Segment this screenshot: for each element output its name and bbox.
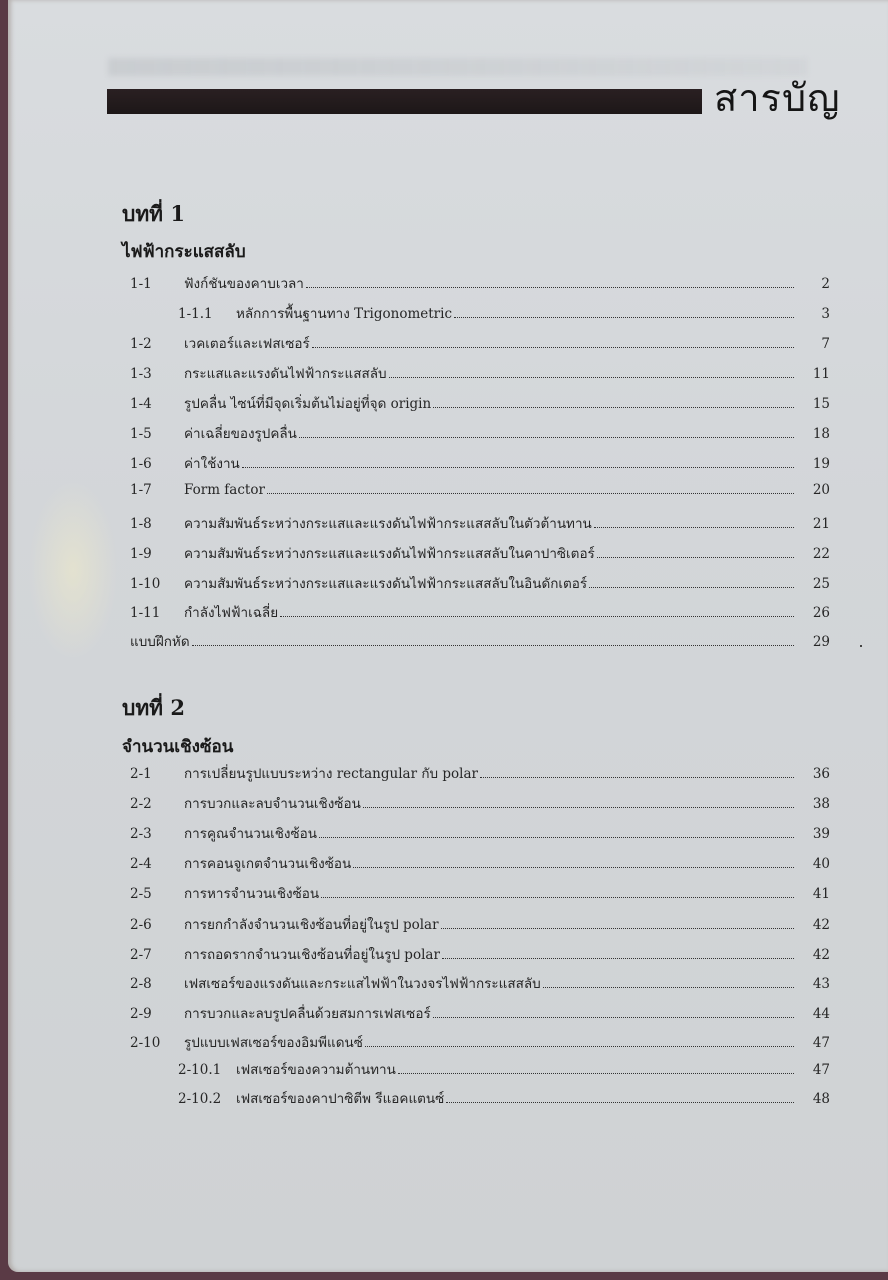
entry-page: 36 — [812, 766, 830, 782]
dot-leader — [597, 547, 794, 558]
entry-title: การถอดรากจำนวนเชิงซ้อนที่อยู่ในรูป polar — [184, 947, 440, 963]
entry-page: 44 — [812, 1006, 830, 1022]
entry-title: ค่าใช้งาน — [184, 456, 240, 472]
entry-page: 15 — [812, 396, 830, 412]
dot-leader — [480, 767, 794, 778]
entry-page: 41 — [812, 886, 830, 902]
dot-leader — [594, 517, 794, 528]
entry-page: 21 — [812, 516, 830, 532]
dot-leader — [589, 577, 794, 588]
entry-number: 2-8 — [130, 976, 152, 992]
entry-page: 47 — [812, 1035, 830, 1051]
dot-leader — [389, 367, 794, 378]
entry-title: ความสัมพันธ์ระหว่างกระแสและแรงดันไฟฟ้ากระแสสลับในตัวต้านทาน — [184, 516, 592, 532]
dot-leader — [319, 827, 794, 838]
entry-title: การคอนจูเกตจำนวนเชิงซ้อน — [184, 856, 352, 872]
chapter-2-label: บทที่ 2 — [122, 695, 185, 720]
dot-leader — [267, 483, 794, 494]
dot-leader — [280, 606, 794, 617]
entry-page: 7 — [821, 336, 830, 352]
toc-entry[interactable] — [130, 913, 830, 935]
entry-title: เวคเตอร์และเฟสเซอร์ — [184, 336, 310, 352]
entry-number: 2-9 — [130, 1006, 152, 1022]
dot-leader — [299, 427, 794, 438]
dot-leader — [433, 1007, 794, 1018]
toc-entry[interactable] — [130, 482, 830, 504]
page-title: สารบัญ — [714, 76, 841, 120]
entry-number: 2-10.2 — [178, 1091, 222, 1107]
entry-page: 18 — [812, 426, 830, 442]
toc-entry[interactable] — [130, 272, 830, 294]
dot-leader — [242, 457, 794, 468]
entry-page: 47 — [812, 1062, 830, 1078]
title-bar-decoration — [107, 89, 702, 114]
entry-page: 2 — [821, 276, 830, 292]
dot-leader — [306, 277, 794, 288]
entry-number: 2-4 — [130, 856, 152, 872]
entry-title: เฟสเซอร์ของแรงดันและกระแสไฟฟ้าในวงจรไฟฟ้ากระแสสลับ — [184, 976, 541, 992]
entry-number: 1-4 — [130, 396, 152, 412]
toc-entry[interactable] — [130, 943, 830, 965]
entry-page: 3 — [821, 306, 830, 322]
entry-title: ความสัมพันธ์ระหว่างกระแสและแรงดันไฟฟ้ากระแสสลับในคาปาซิเตอร์ — [184, 546, 595, 562]
entry-title: การบวกและลบจำนวนเชิงซ้อน — [184, 796, 361, 812]
entry-number: 1-7 — [130, 482, 152, 498]
entry-page: 43 — [812, 976, 830, 992]
entry-page: 42 — [812, 917, 830, 933]
toc-entry[interactable] — [130, 362, 830, 384]
toc-subentry[interactable] — [178, 302, 830, 324]
entry-number: 1-1 — [130, 276, 152, 292]
entry-number: 1-8 — [130, 516, 152, 532]
entry-title: ค่าเฉลี่ยของรูปคลื่น — [184, 426, 297, 442]
entry-page: 20 — [812, 482, 830, 498]
entry-number: 1-9 — [130, 546, 152, 562]
entry-title: รูปคลื่น ไซน์ที่มีจุดเริ่มต้นไม่อยู่ที่จุด origin — [184, 396, 432, 412]
toc-entry[interactable] — [130, 512, 830, 534]
book-page — [8, 0, 888, 1272]
chapter-1-label: บทที่ 1 — [122, 201, 185, 226]
entry-number: 2-1 — [130, 766, 152, 782]
entry-number: 2-3 — [130, 826, 152, 842]
entry-number: 2-10 — [130, 1035, 161, 1051]
entry-page: 42 — [812, 947, 830, 963]
entry-page: 29 — [812, 634, 830, 650]
chapter-1-title: ไฟฟ้ากระแสสลับ — [122, 242, 246, 262]
toc-entry[interactable] — [130, 792, 830, 814]
entry-title: ความสัมพันธ์ระหว่างกระแสและแรงดันไฟฟ้ากระแสสลับในอินดักเตอร์ — [184, 576, 588, 592]
entry-title: หลักการพื้นฐานทาง Trigonometric — [236, 306, 453, 322]
toc-entry[interactable] — [130, 882, 830, 904]
entry-number: 2-7 — [130, 947, 152, 963]
toc-entry[interactable] — [130, 422, 830, 444]
entry-page: 39 — [812, 826, 830, 842]
entry-title: Form factor — [184, 482, 265, 498]
toc-entry[interactable] — [130, 822, 830, 844]
dot-leader — [321, 887, 794, 898]
toc-entry[interactable] — [130, 332, 830, 354]
toc-subentry[interactable] — [178, 1058, 830, 1080]
entry-number: 1-6 — [130, 456, 152, 472]
dot-leader — [446, 1092, 794, 1103]
bleed-through-text — [108, 58, 808, 76]
toc-subentry[interactable] — [178, 1087, 830, 1109]
entry-page: 26 — [812, 605, 830, 621]
toc-entry[interactable] — [130, 392, 830, 414]
entry-page: 11 — [812, 366, 830, 382]
dot-leader — [442, 948, 794, 959]
dot-leader — [312, 337, 794, 348]
toc-entry[interactable] — [130, 762, 830, 784]
toc-entry-exercises[interactable] — [130, 630, 830, 652]
entry-number: 2-2 — [130, 796, 152, 812]
entry-page: 40 — [812, 856, 830, 872]
entry-page: 48 — [812, 1091, 830, 1107]
dot-leader — [454, 307, 794, 318]
entry-title: การคูณจำนวนเชิงซ้อน — [184, 826, 317, 842]
entry-number: 1-11 — [130, 605, 161, 621]
toc-entry[interactable] — [130, 601, 830, 623]
entry-number: 1-3 — [130, 366, 152, 382]
dot-leader — [192, 635, 794, 646]
toc-entry[interactable] — [130, 452, 830, 474]
entry-page: 22 — [812, 546, 830, 562]
entry-title: การบวกและลบรูปคลื่นด้วยสมการเฟสเซอร์ — [184, 1006, 431, 1022]
entry-number: 2-6 — [130, 917, 152, 933]
entry-number: 1-5 — [130, 426, 152, 442]
entry-page: 25 — [812, 576, 830, 592]
entry-title: กำลังไฟฟ้าเฉลี่ย — [184, 605, 279, 621]
entry-number: 1-10 — [130, 576, 161, 592]
entry-title: แบบฝึกหัด — [130, 634, 190, 650]
toc-entry[interactable] — [130, 1002, 830, 1024]
entry-number: 2-5 — [130, 886, 152, 902]
dot-leader — [363, 797, 794, 808]
dot-leader — [398, 1063, 794, 1074]
toc-entry[interactable] — [130, 1031, 830, 1053]
toc-entry[interactable] — [130, 972, 830, 994]
entry-page: 38 — [812, 796, 830, 812]
entry-title: การยกกำลังจำนวนเชิงซ้อนที่อยู่ในรูป polar — [184, 917, 439, 933]
entry-title: เฟสเซอร์ของคาปาซิตีพ รีแอคแตนซ์ — [236, 1091, 445, 1107]
dot-leader — [441, 918, 794, 929]
entry-title: กระแสและแรงดันไฟฟ้ากระแสสลับ — [184, 366, 387, 382]
entry-title: รูปแบบเฟสเซอร์ของอิมพีแดนซ์ — [184, 1035, 363, 1051]
dot-leader — [543, 977, 794, 988]
entry-title: การหารจำนวนเชิงซ้อน — [184, 886, 320, 902]
toc-entry[interactable] — [130, 542, 830, 564]
entry-title: ฟังก์ชันของคาบเวลา — [184, 276, 304, 292]
entry-number: 1-1.1 — [178, 306, 213, 322]
entry-title: เฟสเซอร์ของความต้านทาน — [236, 1062, 396, 1078]
chapter-2-title: จำนวนเชิงซ้อน — [122, 737, 234, 757]
entry-title: การเปลี่ยนรูปแบบระหว่าง rectangular กับ polar — [184, 766, 478, 782]
toc-entry[interactable] — [130, 572, 830, 594]
entry-page: 19 — [812, 456, 830, 472]
dot-leader — [353, 857, 794, 868]
ink-speck — [860, 645, 862, 647]
dot-leader — [433, 397, 794, 408]
toc-entry[interactable] — [130, 852, 830, 874]
dot-leader — [365, 1036, 794, 1047]
entry-number: 1-2 — [130, 336, 152, 352]
entry-number: 2-10.1 — [178, 1062, 222, 1078]
